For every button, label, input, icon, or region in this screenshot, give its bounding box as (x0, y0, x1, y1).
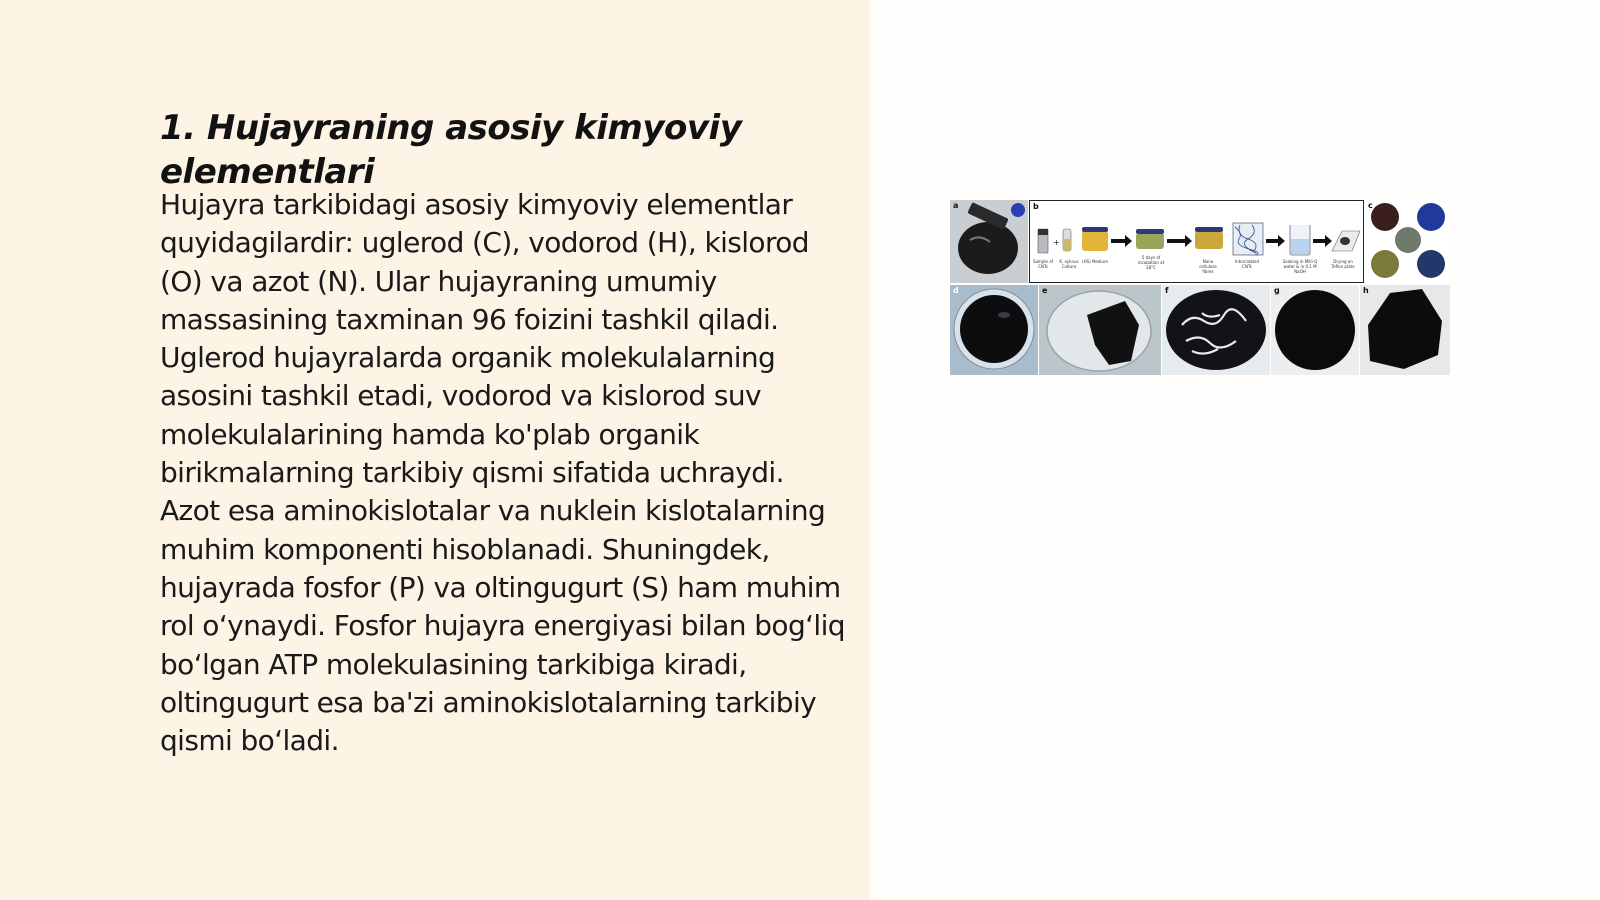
panel-letter-a: a (953, 201, 959, 210)
slide-title: 1. Hujayraning asosiy kimyoviy elementlari (160, 108, 742, 192)
panel-letter-d: d (953, 286, 959, 295)
figure-panel-e (1039, 285, 1161, 375)
dish-with-liquid (950, 285, 1038, 375)
figure-panel-b (1029, 200, 1364, 283)
step-label-7: Soaking in Milli-Q water & in 0.1 M NaOH (1282, 259, 1318, 274)
figure-image (950, 200, 1450, 375)
figure-panel-f (1162, 285, 1270, 375)
panel-letter-c: c (1368, 201, 1373, 210)
step-label-6: Intercalated CNTs (1234, 259, 1260, 269)
slide-body-text: Hujayra tarkibidagi asosiy kimyoviy elementlar quyidagilardir: uglerod (C), vodorod (H), kislorod (O) va azot (N). Ular hujayraning umumiy massasining taxminan 96 foizini tashkil qiladi. Uglerod hujayralarda organik molekulalarning asosini tashkil etadi, vodorod va kislorod suv molekulalarining hamda ko'plab organik birikmalarning tarkibiy qismi sifatida uchraydi. Azot esa aminokislotalar va nuklein kislotalarning muhim komponenti hisoblanadi. Shuningdek, hujayrada fosfor (P) va oltingugurt (S) ham muhim rol o‘ynaydi. Fosfor hujayra energiyasi bilan bog‘liq bo‘lgan ATP molekulasining tarkibiga kiradi, oltingugurt esa ba'zi aminokislotalarning tarkibiy qismi bo‘ladi. (160, 188, 845, 758)
textured-sample (1162, 285, 1270, 375)
figure-panel-h (1360, 285, 1450, 375)
panel-letter-e: e (1042, 286, 1048, 295)
sample-dots (1365, 200, 1450, 283)
step-label-4: 5 days of incubation at 28°C (1137, 255, 1165, 270)
step-label-5: Nano cellulose fibres (1199, 259, 1217, 274)
image-panel (870, 0, 1600, 900)
panel-letter-f: f (1165, 286, 1169, 295)
panel-letter-h: h (1363, 286, 1369, 295)
figure-panel-a (950, 200, 1028, 283)
step-label-3: (HS) Medium (1082, 259, 1108, 264)
figure-panel-d (950, 285, 1038, 375)
step-label-2: K. xylinus Culture (1059, 259, 1079, 269)
figure-panel-c (1365, 200, 1450, 283)
panel-letter-b: b (1033, 202, 1039, 211)
black-film-piece (1360, 285, 1450, 375)
black-disc (1271, 285, 1359, 375)
dish-with-film (1039, 285, 1161, 375)
panel-letter-g: g (1274, 286, 1280, 295)
jar-illustration (950, 200, 1028, 283)
step-label-8: Drying on Teflon plate (1331, 259, 1355, 269)
svg-text:+: + (1053, 238, 1060, 247)
step-label-1: Sample of CNTs (1032, 259, 1054, 269)
figure-panel-g (1271, 285, 1359, 375)
